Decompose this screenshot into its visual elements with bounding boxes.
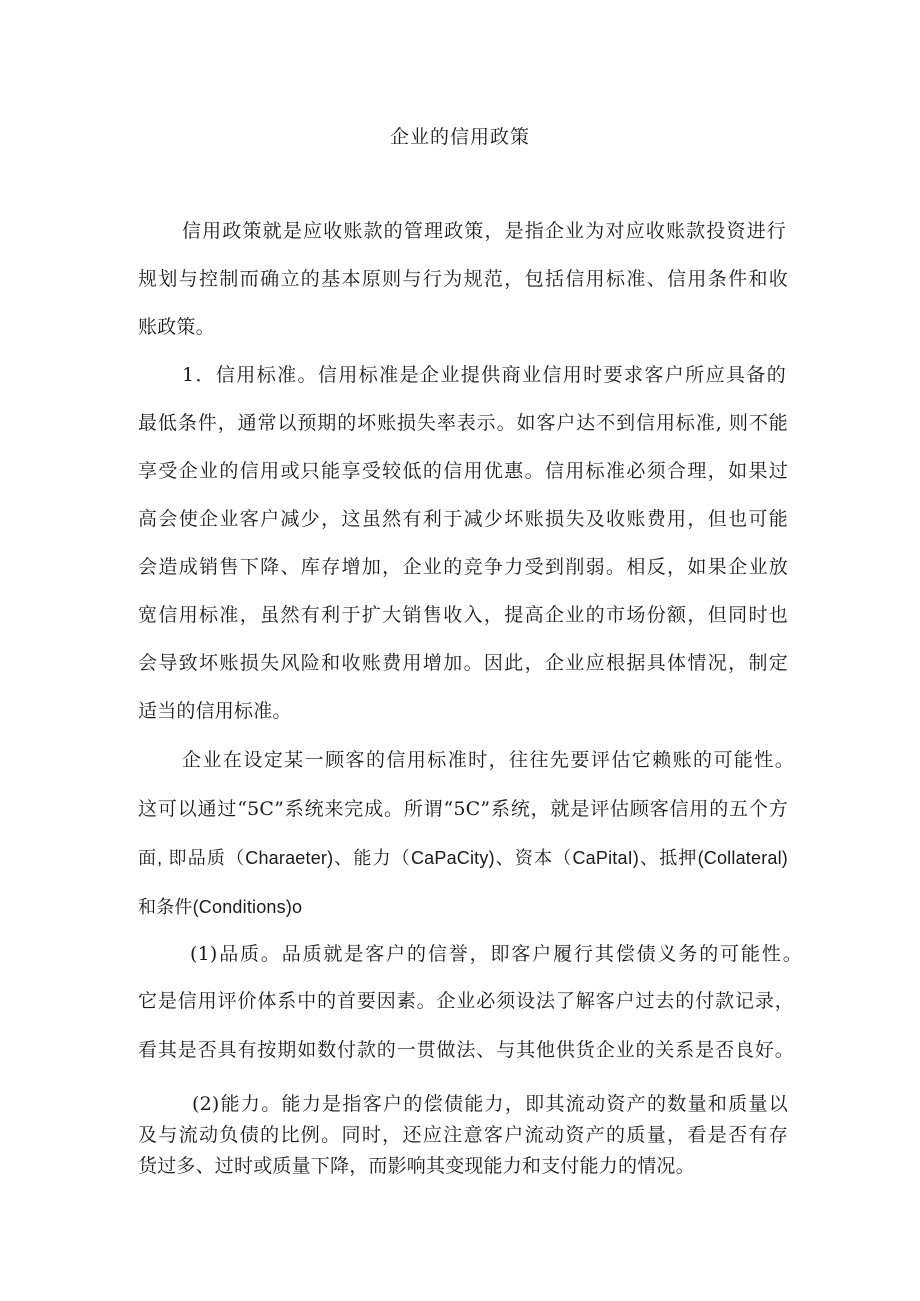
paragraph-line: 和条件(Conditions)o (138, 897, 303, 917)
paragraph-line: 企业在设定某一顾客的信用标准时，往往先要评估它赖账的可能性。 (182, 749, 794, 771)
paragraph-line: 会造成销售下降、库存增加，企业的竞争力受到削弱。相反，如果企业放 (138, 556, 788, 578)
paragraph-line: 账政策。 (138, 316, 215, 338)
paragraph-line: 享受企业的信用或只能享受较低的信用优惠。信用标准必须合理，如果过 (138, 460, 788, 482)
paragraph-line: (1)品质。品质就是客户的信誉，即客户履行其偿债义务的可能性。 (190, 943, 802, 965)
document-title: 企业的信用政策 (389, 126, 530, 148)
paragraph-line: 这可以通过“5C”系统来完成。所谓“5C”系统，就是评估顾客信用的五个方 (138, 798, 788, 820)
paragraph-line: 高会使企业客户减少，这虽然有利于减少坏账损失及收账费用，但也可能 (138, 508, 788, 530)
paragraph-line: 它是信用评价体系中的首要因素。企业必须设法了解客户过去的付款记录， (138, 990, 794, 1012)
paragraph-line: 最低条件，通常以预期的坏账损失率表示。如客户达不到信用标准, 则不能 (138, 412, 788, 434)
paragraph-line: 会导致坏账损失风险和收账费用增加。因此，企业应根据具体情况，制定 (138, 652, 788, 674)
paragraph-line: 货过多、过时或质量下降，而影响其变现能力和支付能力的情况。 (138, 1155, 695, 1177)
paragraph-line: 及与流动负债的比例。同时，还应注意客户流动资产的质量，看是否有存 (138, 1124, 788, 1146)
paragraph-line: 1．信用标准。信用标准是企业提供商业信用时要求客户所应具备的 (182, 364, 786, 386)
paragraph-line: (2)能力。能力是指客户的偿债能力，即其流动资产的数量和质量以 (192, 1093, 788, 1115)
paragraph-line: 适当的信用标准。 (138, 700, 292, 722)
paragraph-line: 信用政策就是应收账款的管理政策，是指企业为对应收账款投资进行 (182, 220, 786, 242)
paragraph-line: 规划与控制而确立的基本原则与行为规范，包括信用标准、信用条件和收 (138, 268, 788, 290)
paragraph-line: 面, 即品质（Charaeter)、能力（CaPaCity)、资本（CaPitaI)、抵押(Collateral) (138, 848, 788, 868)
paragraph-line: 宽信用标准，虽然有利于扩大销售收入，提高企业的市场份额，但同时也 (138, 604, 788, 626)
paragraph-line: 看其是否具有按期如数付款的一贯做法、与其他供货企业的关系是否良好。 (138, 1039, 794, 1061)
